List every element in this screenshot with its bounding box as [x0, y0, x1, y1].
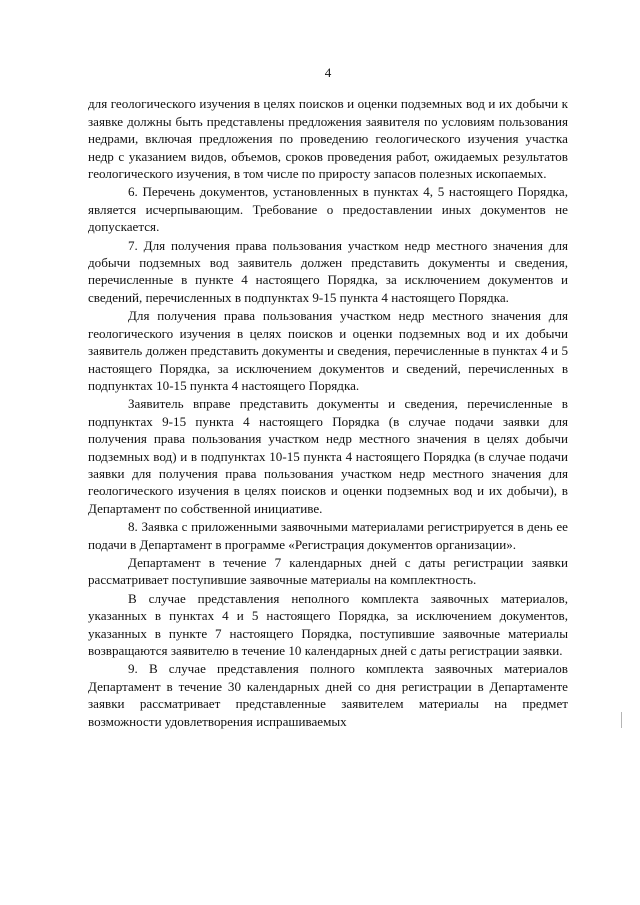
paragraph: 9. В случае представления полного комплекта заявочных материалов Департамент в течение 30 календарных дней со дня регистрации в Департаменте заявки рассматривает представленные заявителем материалы на предмет возможности удовлетворения испрашиваемых [88, 661, 568, 729]
paragraph: В случае представления неполного комплекта заявочных материалов, указанных в пунктах 4 и 5 настоящего Порядка, за исключением документов, указанных в пункте 7 настоящего Порядка, поступившие заявочные материалы возвращаются заявителю в течение 10 календарных дней с даты регистрации заявки. [88, 590, 568, 658]
document-body [88, 95, 568, 730]
paragraph: Для получения права пользования участком недр местного значения для геологического изучения в целях поисков и оценки подземных вод и их добычи заявитель должен представить документы и сведения, перечисленные в пунктах 4 и 5 настоящего Порядка, за исключением документов и сведений, перечисленных в подпунктах 10-15 пункта 4 настоящего Порядка. [88, 308, 568, 393]
paragraph: 8. Заявка с приложенными заявочными материалами регистрируется в день ее подачи в Департамент в программе «Регистрация документов организации». [88, 519, 568, 552]
margin-mark [621, 712, 622, 728]
paragraph: 6. Перечень документов, установленных в пунктах 4, 5 настоящего Порядка, является исчерпывающим. Требование о предоставлении иных документов не допускается. [88, 184, 568, 235]
paragraph: Департамент в течение 7 календарных дней с даты регистрации заявки рассматривает поступившие заявочные материалы на комплектность. [88, 554, 568, 588]
document-page [88, 64, 568, 730]
page-number: 4 [324, 65, 332, 80]
paragraph: 7. Для получения права пользования участком недр местного значения для добычи подземных вод заявитель должен представить документы и сведения, перечисленные в пункте 4 настоящего Порядка, за исключением документов и сведений, перечисленных в подпунктах 9-15 пункта 4 настоящего Порядка. [88, 237, 568, 305]
paragraph: для геологического изучения в целях поисков и оценки подземных вод и их добычи к заявке должны быть представлены предложения заявителя по условиям пользования недрами, включая предложения по проведению геологического изучения участка недр с указанием видов, объемов, сроков проведения работ, ожидаемых результатов геологического изучения, в том числе по приросту запасов полезных ископаемых. [88, 96, 568, 182]
paragraph: Заявитель вправе представить документы и сведения, перечисленные в подпунктах 9-15 пункта 4 настоящего Порядка (в случае подачи заявки для получения права пользования участком недр местного значения в целях добычи подземных вод) и в подпунктах 10-15 пункта 4 настоящего Порядка (в случае подачи заявки для получения права пользования участком недр местного значения для геологического изучения в целях поисков и оценки подземных вод и их добычи), в Департамент по собственной инициативе. [88, 396, 568, 516]
